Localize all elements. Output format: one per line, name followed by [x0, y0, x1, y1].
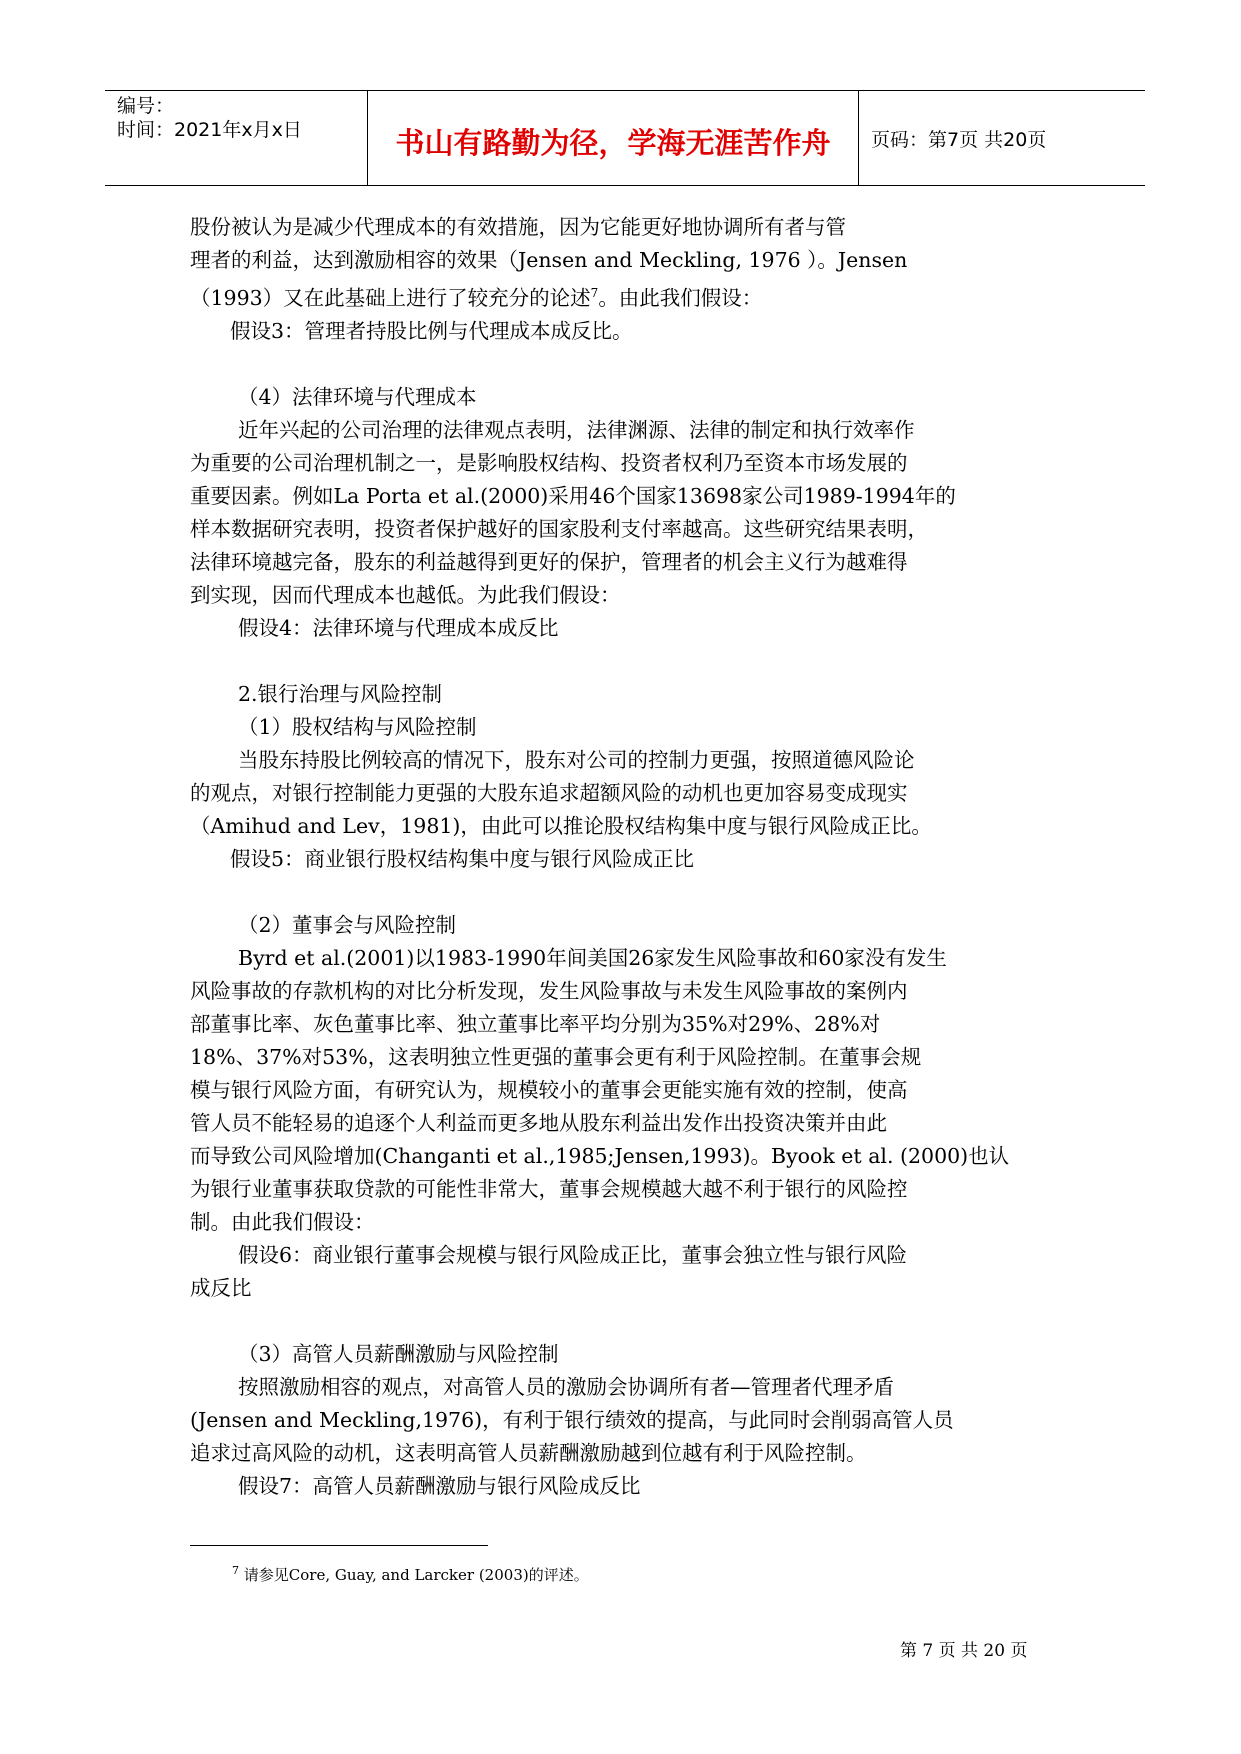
text-line: （2）董事会与风险控制: [238, 912, 457, 937]
text-line: 成反比: [190, 1275, 252, 1300]
text-line: 风险事故的存款机构的对比分析发现，发生风险事故与未发生风险事故的案例内: [190, 978, 908, 1003]
time-label: 时间：2021年x月x日: [117, 119, 302, 141]
blank-line: [190, 1305, 1060, 1338]
text-line: (Jensen and Meckling,1976)，有利于银行绩效的提高，与此同时会削弱高管人员: [190, 1407, 954, 1432]
text-line: 的观点，对银行控制能力更强的大股东追求超额风险的动机也更加容易变成现实: [190, 780, 908, 805]
text-line: 当股东持股比例较高的情况下，股东对公司的控制力更强，按照道德风险论: [238, 747, 915, 772]
text-line: 到实现，因而代理成本也越低。为此我们假设：: [190, 582, 621, 607]
text-line: Byrd et al.(2001)以1983-1990年间美国26家发生风险事故和60家没有发生: [238, 945, 947, 970]
text-line: 假设6：商业银行董事会规模与银行风险成正比，董事会独立性与银行风险: [238, 1242, 908, 1267]
blank-line: [190, 348, 1060, 381]
text-line: 近年兴起的公司治理的法律观点表明，法律渊源、法律的制定和执行效率作: [238, 417, 915, 442]
text-line: 2.银行治理与风险控制: [238, 681, 443, 706]
text-line: 按照激励相容的观点，对高管人员的激励会协调所有者—管理者代理矛盾: [238, 1374, 894, 1399]
body-text: [190, 211, 1060, 1503]
footnote: [232, 1564, 589, 1585]
footnote-rule: [190, 1545, 488, 1546]
footnote-text: 请参见Core, Guay, and Larcker (2003)的评述。: [243, 1566, 589, 1584]
text-line: （1993）又在此基础上进行了较充分的论述$^7$。由此我们假设：: [190, 285, 763, 310]
header-motto-cell: [368, 91, 859, 185]
header-info-cell: [105, 91, 368, 185]
text-line: （4）法律环境与代理成本: [238, 384, 477, 409]
text-line: 假设5：商业银行股权结构集中度与银行风险成正比: [230, 846, 695, 871]
footnote-ref: 7: [590, 286, 599, 300]
text-line: 制。由此我们假设：: [190, 1209, 375, 1234]
text-line: 法律环境越完备，股东的利益越得到更好的保护，管理者的机会主义行为越难得: [190, 549, 908, 574]
text-line: 部董事比率、灰色董事比率、独立董事比率平均分别为35%对29%、28%对: [190, 1011, 881, 1036]
text-line: 追求过高风险的动机，这表明高管人员薪酬激励越到位越有利于风险控制。: [190, 1440, 867, 1465]
text-line: 管人员不能轻易的追逐个人利益而更多地从股东利益出发作出投资决策并由此: [190, 1110, 887, 1135]
page-footer: 第 7 页 共 20 页: [900, 1641, 1028, 1661]
text-line: （3）高管人员薪酬激励与风险控制: [238, 1341, 559, 1366]
text-line: 模与银行风险方面，有研究认为，规模较小的董事会更能实施有效的控制，使高: [190, 1077, 908, 1102]
text-line: 为银行业董事获取贷款的可能性非常大，董事会规模越大越不利于银行的风险控: [190, 1176, 908, 1201]
text-line: 18%、37%对53%，这表明独立性更强的董事会更有利于风险控制。在董事会规: [190, 1044, 922, 1069]
page-header: [105, 90, 1145, 186]
header-page-cell: [859, 91, 1145, 185]
blank-line: [190, 876, 1060, 909]
text-line: 为重要的公司治理机制之一，是影响股权结构、投资者权利乃至资本市场发展的: [190, 450, 908, 475]
blank-line: [190, 645, 1060, 678]
text-line: 样本数据研究表明，投资者保护越好的国家股利支付率越高。这些研究结果表明，: [190, 516, 928, 541]
text-line: （Amihud and Lev，1981)，由此可以推论股权结构集中度与银行风险成正比。: [190, 813, 932, 838]
page-label: 页码：第7页 共20页: [871, 129, 1047, 151]
text-line: 重要因素。例如La Porta et al.(2000)采用46个国家13698家公司1989-1994年的: [190, 483, 956, 508]
number-label: 编号：: [117, 95, 175, 117]
motto-text: 书山有路勤为径，学海无涯苦作舟: [395, 126, 831, 160]
text-line: 假设4：法律环境与代理成本成反比: [238, 615, 559, 640]
text-line: 股份被认为是减少代理成本的有效措施，因为它能更好地协调所有者与管: [190, 215, 846, 239]
text-line: 假设7：高管人员薪酬激励与银行风险成反比: [238, 1473, 641, 1498]
text-line: 假设3：管理者持股比例与代理成本成反比。: [230, 318, 633, 343]
text-line: （1）股权结构与风险控制: [238, 714, 477, 739]
footnote-mark: 7: [232, 1564, 239, 1577]
text-line: 理者的利益，达到激励相容的效果（Jensen and Meckling, 1976 ）。Jensen: [190, 248, 908, 272]
text-line: 而导致公司风险增加(Changanti et al.,1985;Jensen,1993)。Byook et al. (2000)也认: [190, 1143, 1010, 1168]
